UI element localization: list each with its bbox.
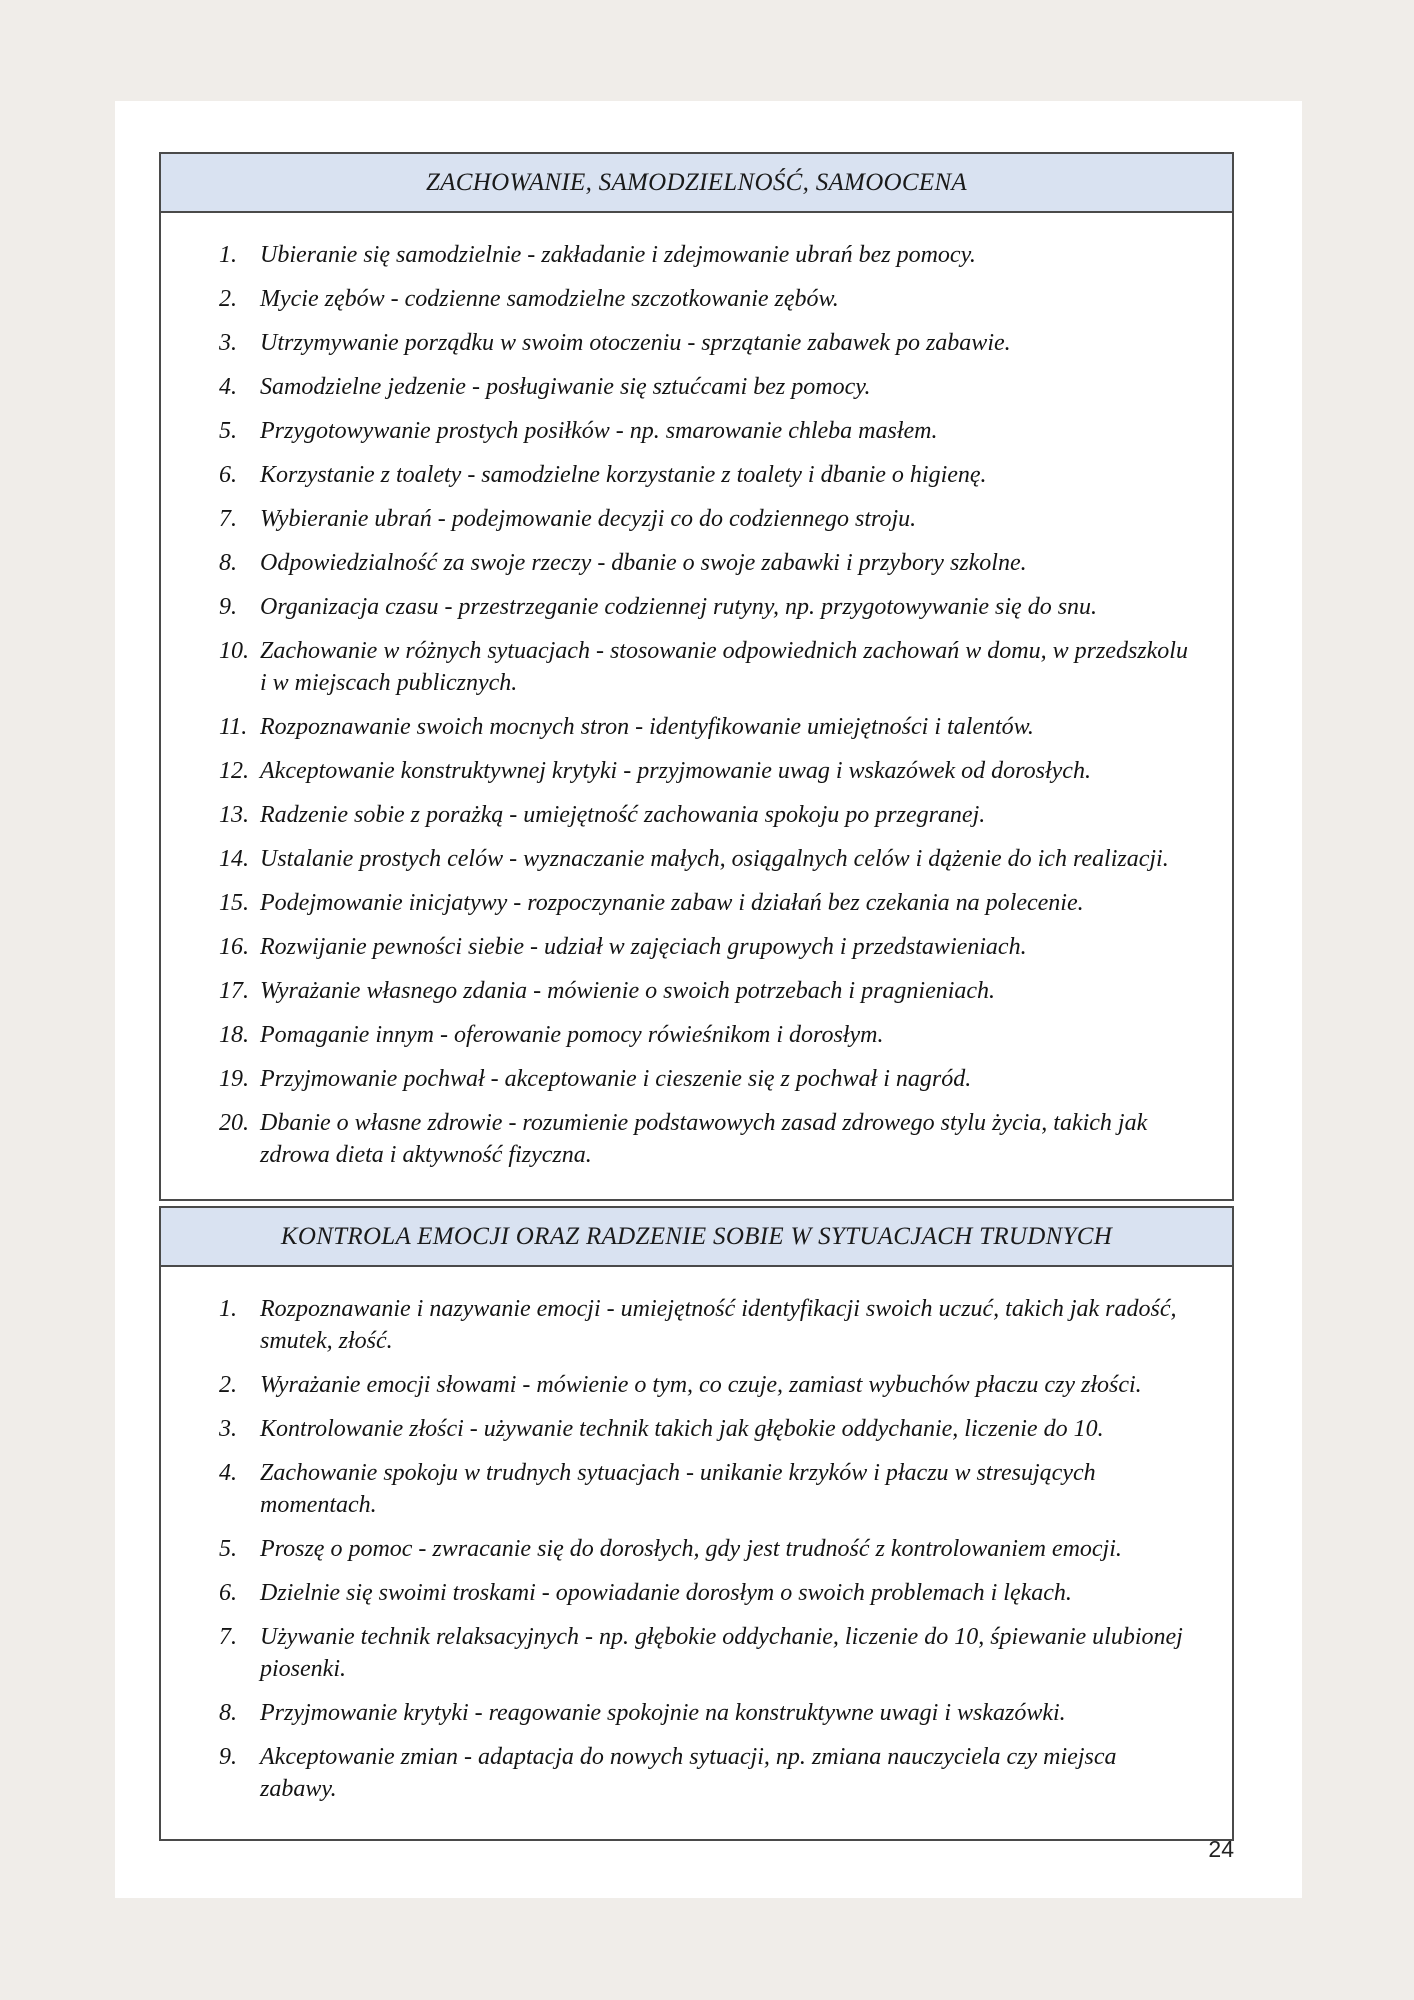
list-item: Przyjmowanie pochwał - akceptowanie i cieszenie się z pochwał i nagród. [260,1066,972,1092]
list-item: Używanie technik relaksacyjnych - np. głębokie oddychanie, liczenie do 10, śpiewanie ulubionej piosenki. [260,1624,1183,1682]
list-item: Korzystanie z toalety - samodzielne korzystanie z toalety i dbanie o higienę. [260,462,987,488]
section-behavior-independence [159,152,1234,1201]
list-item: Przyjmowanie krytyki - reagowanie spokojnie na konstruktywne uwagi i wskazówki. [260,1700,1066,1726]
list-item: Wyrażanie własnego zdania - mówienie o swoich potrzebach i pragnieniach. [260,978,996,1004]
list-item: Przygotowywanie prostych posiłków - np. smarowanie chleba masłem. [260,418,938,444]
page-number: 24 [1208,1836,1234,1862]
list-item: Proszę o pomoc - zwracanie się do dorosłych, gdy jest trudność z kontrolowaniem emocji. [260,1536,1122,1562]
section-emotion-list [161,1267,1232,1839]
list-item: Samodzielne jedzenie - posługiwanie się sztućcami bez pomocy. [260,374,871,400]
list-item: Mycie zębów - codzienne samodzielne szczotkowanie zębów. [260,286,839,312]
list-item: Zachowanie w różnych sytuacjach - stosowanie odpowiednich zachowań w domu, w przedszkolu i w miejscach publicznych. [260,638,1188,696]
list-item: Organizacja czasu - przestrzeganie codziennej rutyny, np. przygotowywanie się do snu. [260,594,1098,620]
list-item: Utrzymywanie porządku w swoim otoczeniu - sprzątanie zabawek po zabawie. [260,330,1011,356]
section-behavior-list [161,213,1232,1199]
list-item: Dbanie o własne zdrowie - rozumienie podstawowych zasad zdrowego stylu życia, takich jak zdrowa dieta i aktywność fizyczna. [260,1110,1148,1168]
document-page [115,101,1302,1898]
list-item: Rozpoznawanie i nazywanie emocji - umiejętność identyfikacji swoich uczuć, takich jak radość, smutek, złość. [260,1296,1177,1354]
section-behavior-title: ZACHOWANIE, SAMODZIELNOŚĆ, SAMOOCENA [426,168,967,196]
document-tables [159,152,1234,1841]
list-item: Rozpoznawanie swoich mocnych stron - identyfikowanie umiejętności i talentów. [260,714,1034,740]
section-emotion-title: KONTROLA EMOCJI ORAZ RADZENIE SOBIE W SYTUACJACH TRUDNYCH [280,1222,1113,1250]
list-item: Ustalanie prostych celów - wyznaczanie małych, osiągalnych celów i dążenie do ich realizacji. [260,846,1169,872]
list-item: Zachowanie spokoju w trudnych sytuacjach - unikanie krzyków i płaczu w stresujących momentach. [260,1460,1096,1518]
list-item: Wybieranie ubrań - podejmowanie decyzji co do codziennego stroju. [260,506,917,532]
list-item: Wyrażanie emocji słowami - mówienie o tym, co czuje, zamiast wybuchów płaczu czy złości. [260,1372,1142,1398]
list-item: Akceptowanie konstruktywnej krytyki - przyjmowanie uwag i wskazówek od dorosłych. [260,758,1091,784]
list-item: Rozwijanie pewności siebie - udział w zajęciach grupowych i przedstawieniach. [260,934,1027,960]
section-emotion-header [161,1208,1232,1267]
list-item: Ubieranie się samodzielnie - zakładanie i zdejmowanie ubrań bez pomocy. [260,242,976,268]
list-item: Radzenie sobie z porażką - umiejętność zachowania spokoju po przegranej. [260,802,986,828]
list-item: Dzielnie się swoimi troskami - opowiadanie dorosłym o swoich problemach i lękach. [260,1580,1072,1606]
list-item: Odpowiedzialność za swoje rzeczy - dbanie o swoje zabawki i przybory szkolne. [260,550,1027,576]
list-item: Podejmowanie inicjatywy - rozpoczynanie zabaw i działań bez czekania na polecenie. [260,890,1084,916]
list-item: Akceptowanie zmian - adaptacja do nowych sytuacji, np. zmiana nauczyciela czy miejsca zabawy. [260,1744,1117,1802]
list-item: Kontrolowanie złości - używanie technik takich jak głębokie oddychanie, liczenie do 10. [260,1416,1104,1442]
section-emotion-control [159,1206,1234,1841]
section-behavior-header [161,154,1232,213]
list-item: Pomaganie innym - oferowanie pomocy rówieśnikom i dorosłym. [260,1022,884,1048]
